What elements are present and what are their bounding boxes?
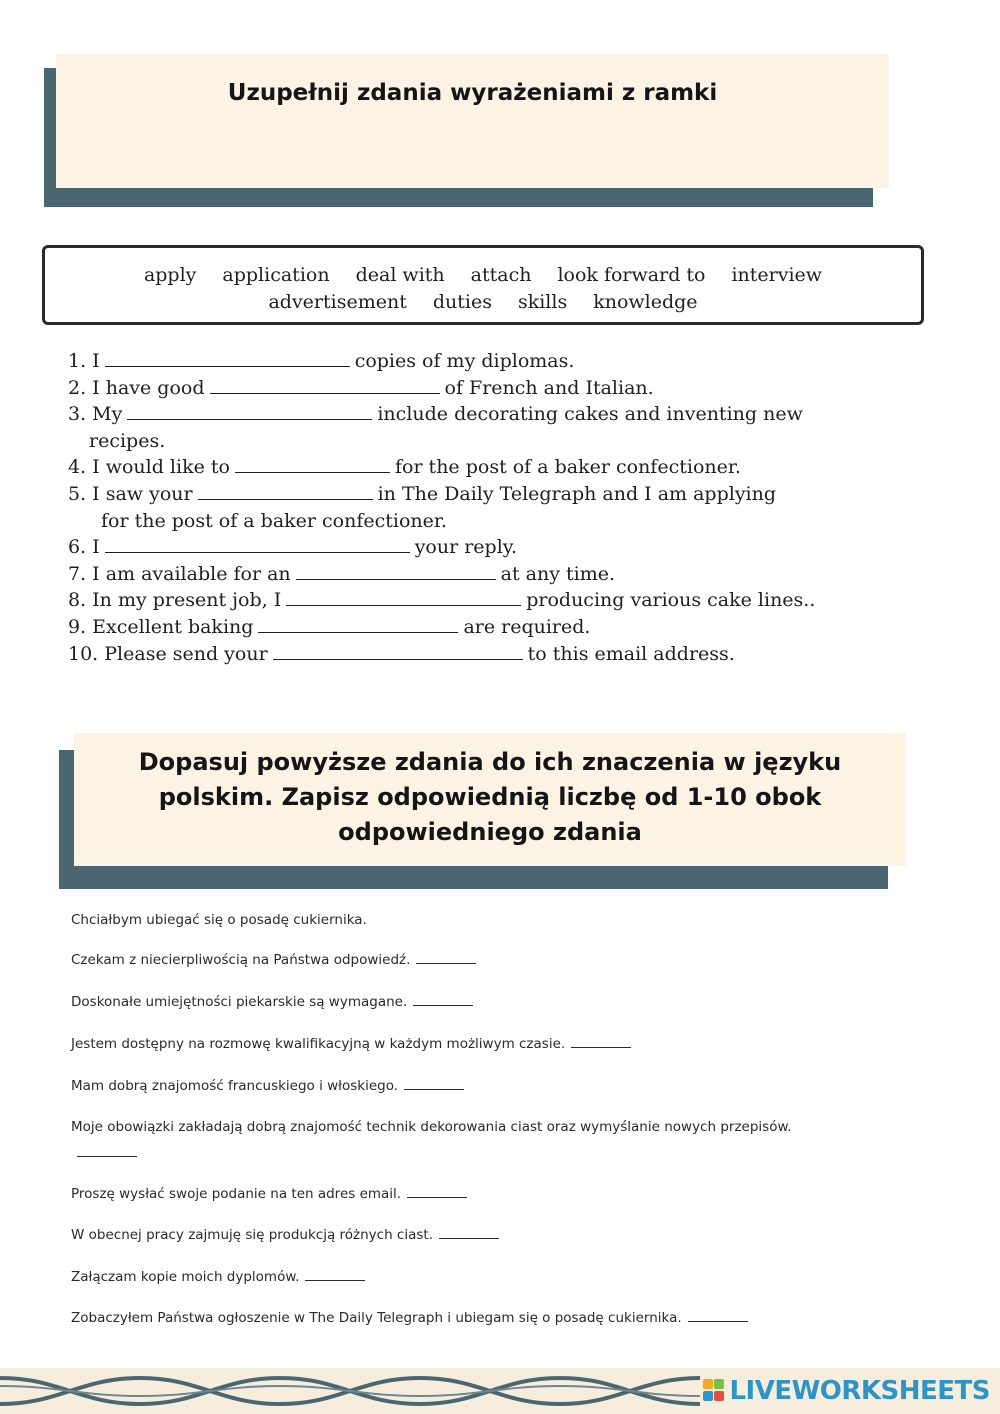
polish-sentence-text: W obecnej pracy zajmuję się produkcją różnych ciast.	[71, 1227, 433, 1243]
english-sentence-list	[68, 348, 888, 667]
word-bank-row-2	[45, 289, 921, 316]
polish-sentence	[71, 947, 831, 973]
polish-sentence	[71, 1264, 831, 1290]
english-sentence	[68, 348, 888, 375]
sentence-start: 3. My	[68, 403, 123, 426]
sentence-end: in The Daily Telegraph and I am applying	[377, 482, 777, 505]
word-bank-item: skills	[517, 291, 568, 313]
number-answer-blank[interactable]	[439, 1225, 499, 1239]
english-sentence	[68, 454, 888, 481]
number-answer-blank[interactable]	[416, 950, 476, 964]
sentence-end: at any time.	[500, 562, 616, 585]
sentence-end: your reply.	[414, 536, 518, 559]
polish-sentence	[71, 989, 831, 1015]
answer-blank[interactable]	[105, 348, 350, 367]
sentence-start: 10. Please send your	[68, 642, 268, 665]
word-bank-item: application	[222, 264, 330, 286]
number-answer-blank[interactable]	[77, 1143, 137, 1157]
sentence-end: for the post of a baker confectioner.	[394, 456, 741, 479]
polish-sentence-text: Proszę wysłać swoje podanie na ten adres email.	[71, 1186, 402, 1202]
sentence-continuation: for the post of a baker confectioner.	[101, 509, 447, 532]
word-bank-item: look forward to	[557, 264, 706, 286]
word-bank-item: apply	[143, 264, 197, 286]
english-sentence	[68, 375, 888, 402]
number-answer-blank[interactable]	[688, 1308, 748, 1322]
polish-sentence-text: Załączam kopie moich dyplomów.	[71, 1269, 300, 1285]
answer-blank[interactable]	[286, 587, 521, 606]
word-bank-item: interview	[731, 264, 823, 286]
sentence-start: 9. Excellent baking	[68, 615, 254, 638]
header-2-title: Dopasuj powyższe zdania do ich znaczenia w języku polskim. Zapisz odpowiednią liczbę od 1-10 obok odpowiedniego zdania	[138, 748, 842, 846]
polish-sentence-text: Mam dobrą znajomość francuskiego i włoskiego.	[71, 1078, 399, 1094]
answer-blank[interactable]	[258, 614, 458, 633]
number-answer-blank[interactable]	[305, 1267, 365, 1281]
polish-sentence-text: Moje obowiązki zakładają dobrą znajomość technik dekorowania ciast oraz wymyślanie nowych przepisów.	[71, 1119, 792, 1135]
polish-sentence	[71, 1181, 831, 1207]
answer-blank[interactable]	[210, 375, 440, 394]
english-sentence	[68, 614, 888, 641]
word-bank-item: attach	[470, 264, 532, 286]
word-bank-box	[42, 245, 924, 325]
word-bank-item: duties	[432, 291, 492, 313]
answer-blank[interactable]	[198, 481, 373, 500]
polish-sentence-text: Zobaczyłem Państwa ogłoszenie w The Daily Telegraph i ubiegam się o posadę cukiernika.	[71, 1310, 682, 1326]
polish-sentence	[71, 1073, 831, 1099]
english-sentence	[68, 481, 888, 534]
english-sentence	[68, 534, 888, 561]
polish-sentence	[71, 907, 831, 933]
word-bank-item: advertisement	[268, 291, 407, 313]
liveworksheets-logo[interactable]	[703, 1376, 990, 1406]
logo-text: LIVEWORKSHEETS	[729, 1376, 990, 1406]
english-sentence	[68, 641, 888, 668]
logo-icon	[703, 1379, 725, 1403]
header-1-title: Uzupełnij zdania wyrażeniami z ramki	[227, 80, 718, 106]
answer-blank[interactable]	[273, 641, 523, 660]
polish-sentence	[71, 1305, 831, 1331]
polish-sentence-text: Jestem dostępny na rozmowę kwalifikacyjną w każdym możliwym czasie.	[71, 1036, 566, 1052]
english-sentence	[68, 401, 888, 454]
sentence-start: 4. I would like to	[68, 456, 230, 479]
sentence-start: 6. I	[68, 536, 100, 559]
sentence-start: 8. In my present job, I	[68, 589, 282, 612]
header-2-card	[74, 733, 906, 866]
polish-sentence	[71, 1222, 831, 1248]
number-answer-blank[interactable]	[413, 992, 473, 1006]
sentence-end: are required.	[463, 615, 591, 638]
sentence-end: to this email address.	[527, 642, 735, 665]
sentence-continuation: recipes.	[89, 429, 166, 452]
number-answer-blank[interactable]	[571, 1034, 631, 1048]
sentence-end: include decorating cakes and inventing new	[377, 403, 803, 426]
header-1-card	[56, 54, 889, 188]
answer-blank[interactable]	[127, 401, 372, 420]
polish-sentence	[71, 1031, 831, 1057]
sentence-end: copies of my diplomas.	[354, 350, 575, 372]
answer-blank[interactable]	[235, 454, 390, 473]
number-answer-blank[interactable]	[404, 1076, 464, 1090]
polish-sentence-text: Chciałbym ubiegać się o posadę cukiernika.	[71, 912, 367, 928]
polish-sentence-text: Doskonałe umiejętności piekarskie są wymagane.	[71, 994, 408, 1010]
sentence-end: producing various cake lines..	[526, 589, 816, 612]
answer-blank[interactable]	[296, 561, 496, 580]
sentence-start: 2. I have good	[68, 376, 205, 399]
word-bank-row-1	[45, 248, 921, 289]
word-bank-item: deal with	[355, 264, 445, 286]
sentence-start: 1. I	[68, 350, 100, 372]
word-bank-item: knowledge	[593, 291, 698, 313]
sentence-start: 5. I saw your	[68, 482, 193, 505]
polish-sentence	[71, 1114, 816, 1166]
sentence-end: of French and Italian.	[444, 376, 654, 399]
english-sentence	[68, 587, 888, 614]
english-sentence	[68, 561, 888, 588]
number-answer-blank[interactable]	[407, 1184, 467, 1198]
polish-sentence-text: Czekam z niecierpliwością na Państwa odpowiedź.	[71, 952, 411, 968]
answer-blank[interactable]	[105, 534, 410, 553]
sentence-start: 7. I am available for an	[68, 562, 291, 585]
